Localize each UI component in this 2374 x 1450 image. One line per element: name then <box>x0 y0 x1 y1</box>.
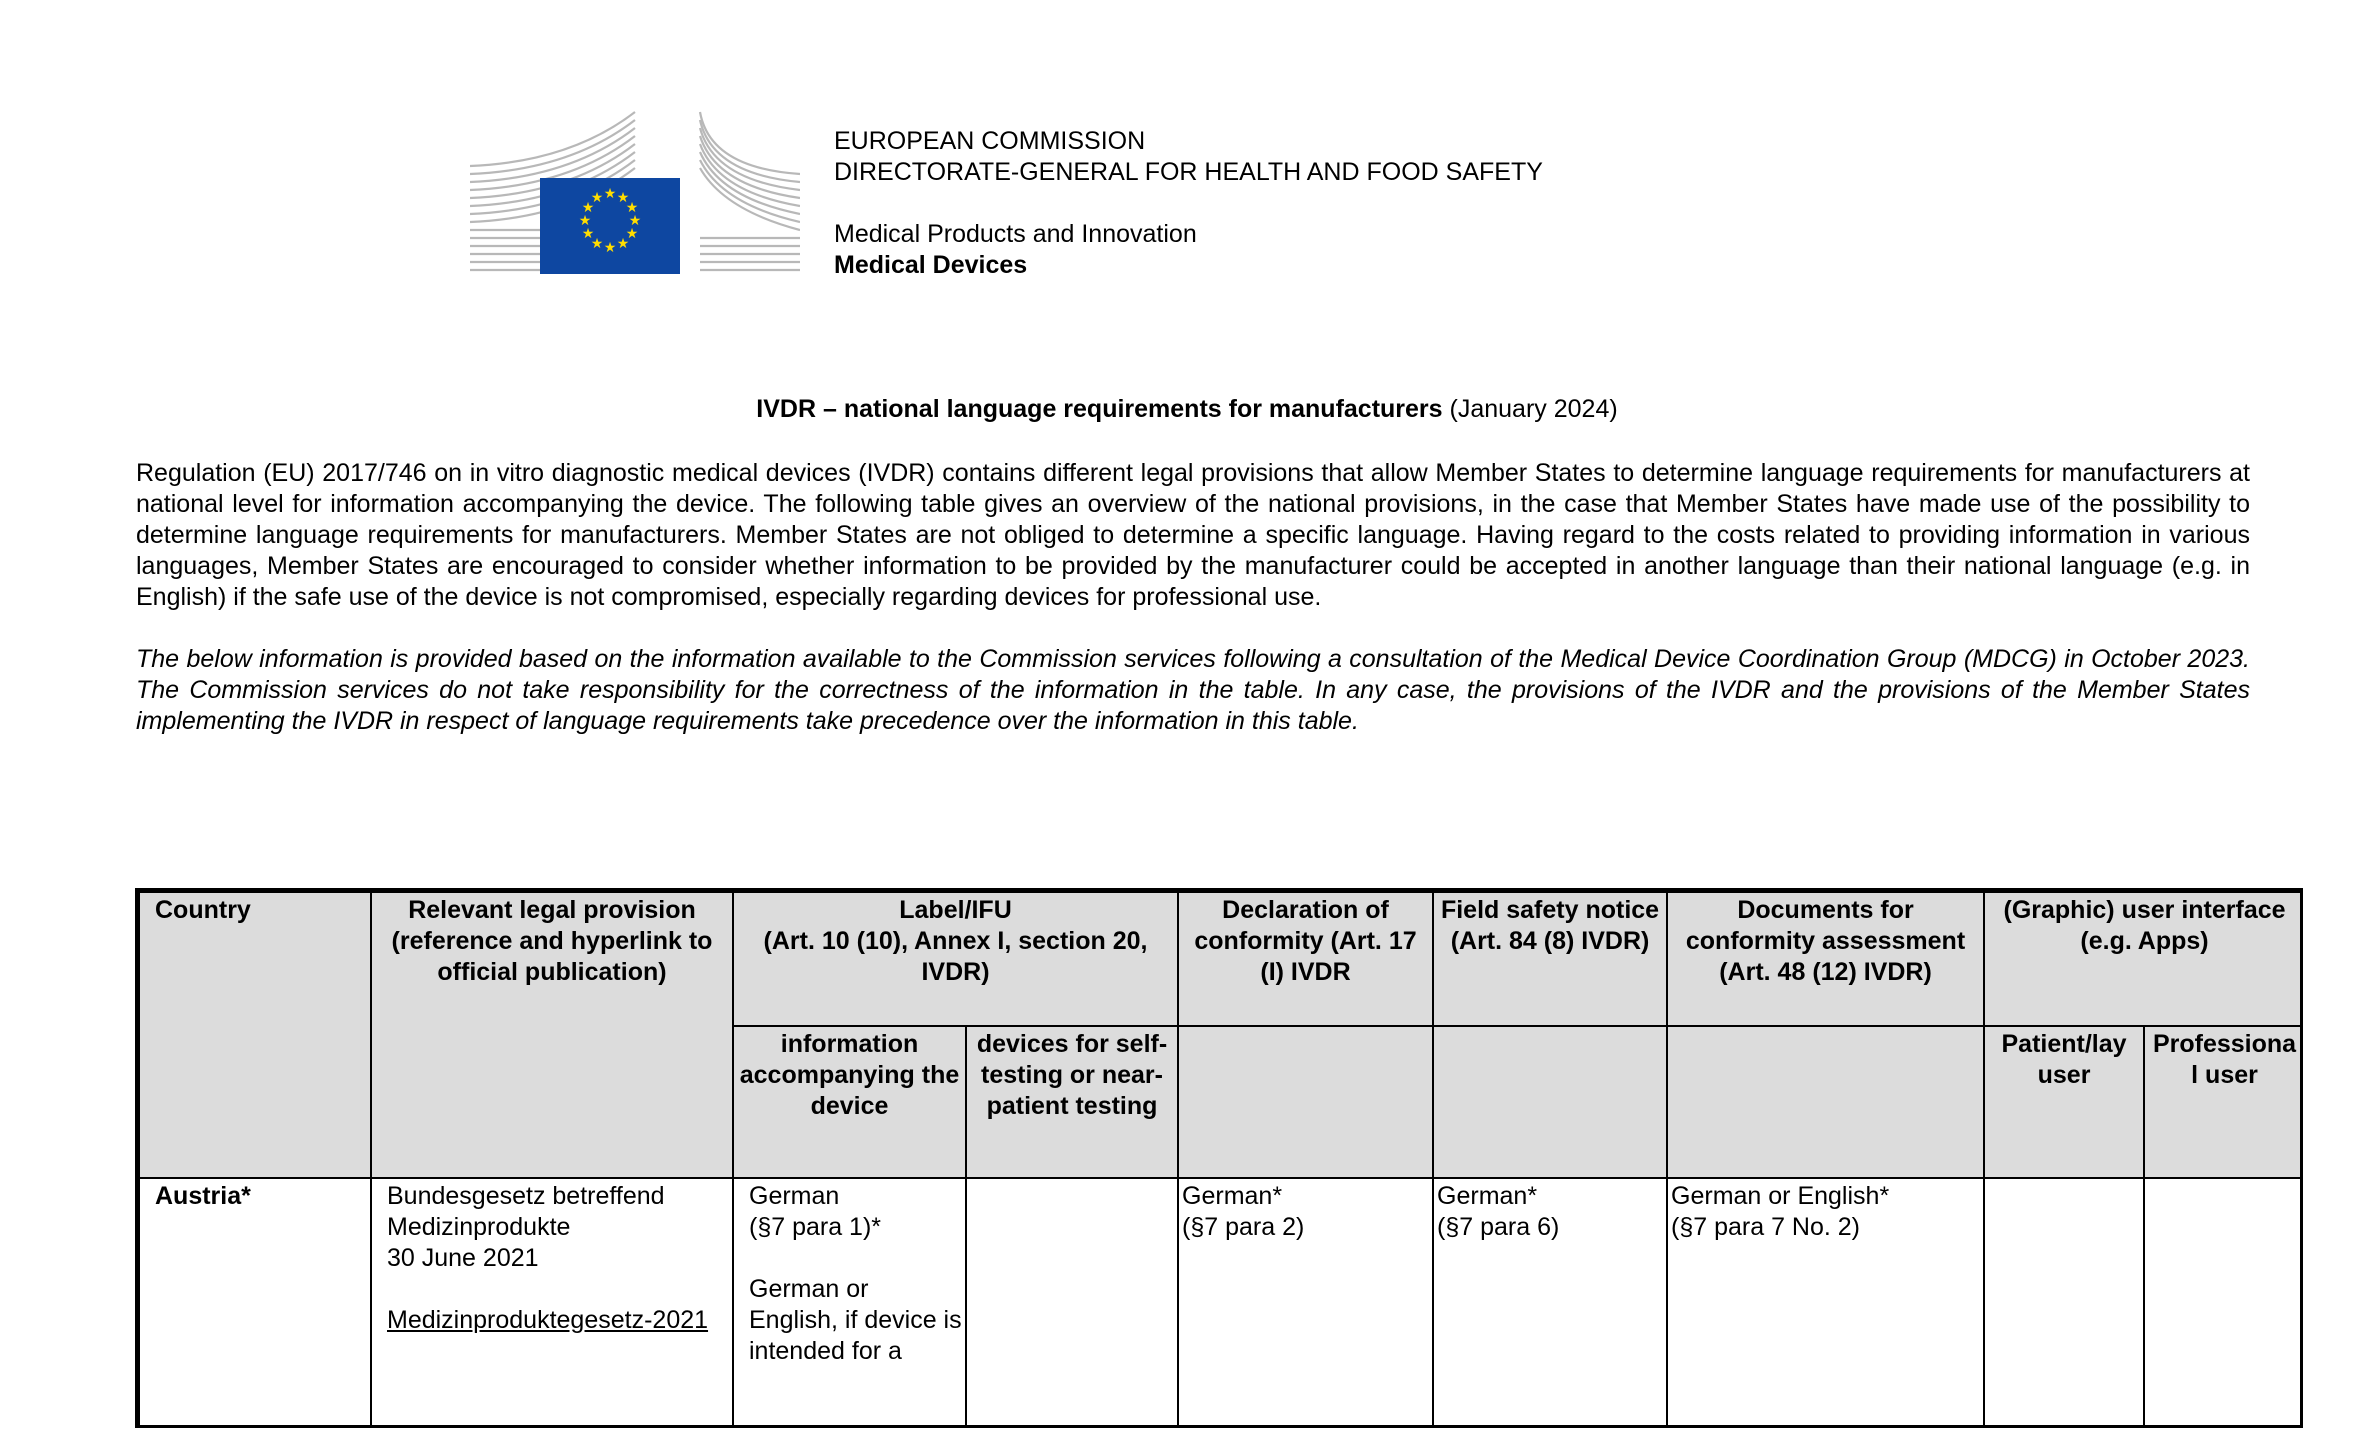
logo-right-wing <box>700 112 800 270</box>
cell-patient-user <box>1984 1178 2144 1428</box>
european-commission-logo <box>470 108 800 274</box>
cell-self-testing <box>966 1178 1178 1428</box>
fsn-language: German* <box>1437 1182 1538 1210</box>
table-header-row <box>139 892 2303 1026</box>
provision-date: 30 June 2021 <box>387 1244 539 1272</box>
cell-country: Austria* <box>139 1178 371 1428</box>
subheader-self-testing: devices for self-testing or near-patient testing <box>966 1026 1178 1178</box>
header-fsn-ref: (Art. 84 (8) IVDR) <box>1450 927 1650 955</box>
svg-text:★: ★ <box>616 190 630 206</box>
cell-documents <box>1667 1178 1984 1428</box>
header-declaration: Declaration of conformity (Art. 17 (I) IVDR <box>1178 892 1433 1026</box>
title-date: (January 2024) <box>1442 395 1618 423</box>
header-user-interface: (Graphic) user interface (e.g. Apps) <box>1984 892 2303 1026</box>
header-label-ifu <box>733 892 1178 1026</box>
svg-text:★: ★ <box>628 213 642 229</box>
cell-legal-provision <box>371 1178 733 1428</box>
fsn-reference: (§7 para 6) <box>1437 1213 1560 1241</box>
subheader-info-accompanying: information accompanying the device <box>733 1026 966 1178</box>
provision-link[interactable]: Medizinproduktegesetz-2021 <box>387 1306 709 1334</box>
subheader-declaration-empty <box>1178 1026 1433 1178</box>
subheader-fsn-empty <box>1433 1026 1667 1178</box>
organization-block <box>834 126 1543 281</box>
declaration-reference: (§7 para 2) <box>1182 1213 1305 1241</box>
document-title <box>0 394 2374 424</box>
title-main: IVDR – national language requirements for manufacturers <box>756 395 1443 423</box>
intro-paragraph: Regulation (EU) 2017/746 on in vitro diagnostic medical devices (IVDR) contains different legal provisions that allow Member States to determine language requirements for manufacturers at national level for information accompanying the device. The following table gives an overview of the national provisions, in the case that Member States have made use of the possibility to determine language requirements for manufacturers. Member States are not obliged to determine a specific language. Having regard to the costs related to providing information in various languages, Member States are encouraged to consider whether information to be provided by the manufacturer could be accepted in another language than their national language (e.g. in English) if the safe use of the device is not compromised, especially regarding devices for professional use. <box>136 459 2250 611</box>
provision-line: Medizinprodukte <box>387 1213 571 1241</box>
cell-info-accompanying <box>733 1178 966 1428</box>
svg-text:★: ★ <box>590 190 604 206</box>
spacer <box>749 1243 962 1274</box>
info-condition: German or English, if device is intended for a <box>749 1275 962 1365</box>
svg-text:★: ★ <box>603 240 617 256</box>
subheader-patient-user: Patient/lay user <box>1984 1026 2144 1178</box>
disclaimer-paragraph: The below information is provided based on the information available to the Commission services following a consultation of the Medical Device Coordination Group (MDCG) in October 2023. The Commission services do not take responsibility for the correctness of the information in the table. In any case, the provisions of the IVDR and the provisions of the Member States implementing the IVDR in respect of language requirements take precedence over the information in this table. <box>136 645 2250 735</box>
header-fsn-title: Field safety notice <box>1440 896 1660 924</box>
svg-text:★: ★ <box>590 236 604 252</box>
language-requirements-table-wrapper <box>135 888 2303 1428</box>
header-documents: Documents for conformity assessment (Art. 48 (12) IVDR) <box>1667 892 1984 1026</box>
header-label-ifu-ref: (Art. 10 (10), Annex I, section 20, IVDR) <box>763 927 1148 986</box>
table-row <box>139 1178 2303 1428</box>
org-name: EUROPEAN COMMISSION <box>834 127 1146 155</box>
info-language: German <box>749 1182 840 1210</box>
cell-field-safety-notice <box>1433 1178 1667 1428</box>
directorate-name: DIRECTORATE-GENERAL FOR HEALTH AND FOOD SAFETY <box>834 158 1543 186</box>
docs-reference: (§7 para 7 No. 2) <box>1671 1213 1861 1241</box>
info-reference: (§7 para 1)* <box>749 1213 882 1241</box>
docs-language: German or English* <box>1671 1182 1890 1210</box>
cell-professional-user <box>2144 1178 2303 1428</box>
header-field-safety-notice <box>1433 892 1667 1026</box>
svg-text:★: ★ <box>625 200 639 216</box>
unit-subname: Medical Devices <box>834 251 1028 279</box>
svg-text:★: ★ <box>603 186 617 202</box>
svg-text:★: ★ <box>578 213 592 229</box>
header-legal-provision: Relevant legal provision (reference and hyperlink to official publication) <box>371 892 733 1178</box>
spacer <box>387 1274 729 1305</box>
svg-text:★: ★ <box>616 236 630 252</box>
subheader-professional-user: Professiona l user <box>2144 1026 2303 1178</box>
svg-text:★: ★ <box>581 226 595 242</box>
provision-line: Bundesgesetz betreffend <box>387 1182 665 1210</box>
subheader-docs-empty <box>1667 1026 1984 1178</box>
cell-declaration <box>1178 1178 1433 1428</box>
header-label-ifu-title: Label/IFU <box>899 896 1012 924</box>
spacer <box>834 188 1543 219</box>
language-requirements-table <box>138 891 2303 1428</box>
unit-name: Medical Products and Innovation <box>834 220 1197 248</box>
svg-text:★: ★ <box>581 200 595 216</box>
svg-text:★: ★ <box>625 226 639 242</box>
declaration-language: German* <box>1182 1182 1283 1210</box>
header-country: Country <box>139 892 371 1178</box>
